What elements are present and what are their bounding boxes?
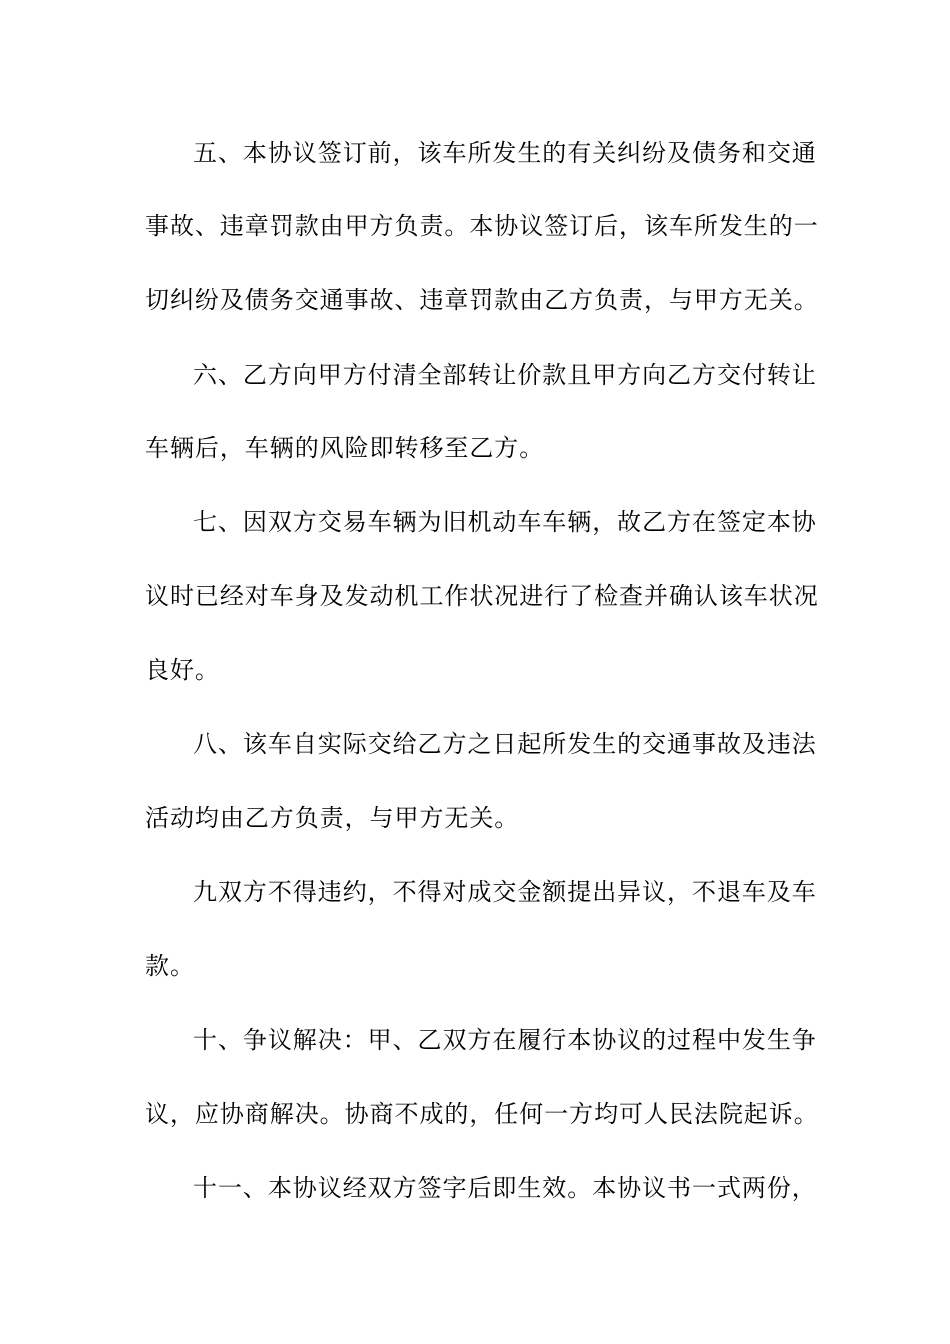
clause-9-line-1: 九双方不得违约，不得对成交金额提出异议，不退车及车 [193, 878, 817, 906]
clause-10-line-1: 十、争议解决：甲、乙双方在履行本协议的过程中发生争 [193, 1026, 817, 1054]
clause-5-line-3: 切纠纷及债务交通事故、违章罚款由乙方负责，与甲方无关。 [145, 286, 819, 314]
clause-6-line-2: 车辆后，车辆的风险即转移至乙方。 [145, 434, 545, 462]
clause-10-line-2: 议，应协商解决。协商不成的，任何一方均可人民法院起诉。 [145, 1100, 819, 1128]
clause-7-line-1: 七、因双方交易车辆为旧机动车车辆，故乙方在签定本协 [193, 508, 817, 536]
clause-7-line-3: 良好。 [145, 656, 220, 684]
clause-5-line-2: 事故、违章罚款由甲方负责。本协议签订后，该车所发生的一 [145, 212, 819, 240]
clause-6-line-1: 六、乙方向甲方付清全部转让价款且甲方向乙方交付转让 [193, 361, 817, 389]
clause-9-line-2: 款。 [145, 952, 195, 980]
clause-7-line-2: 议时已经对车身及发动机工作状况进行了检查并确认该车状况 [145, 582, 819, 610]
clause-8-line-2: 活动均由乙方负责，与甲方无关。 [145, 804, 520, 832]
clause-8-line-1: 八、该车自实际交给乙方之日起所发生的交通事故及违法 [193, 730, 817, 758]
clause-11-line-1: 十一、本协议经双方签字后即生效。本协议书一式两份， [193, 1174, 817, 1202]
clause-5-line-1: 五、本协议签订前，该车所发生的有关纠纷及债务和交通 [193, 139, 817, 167]
